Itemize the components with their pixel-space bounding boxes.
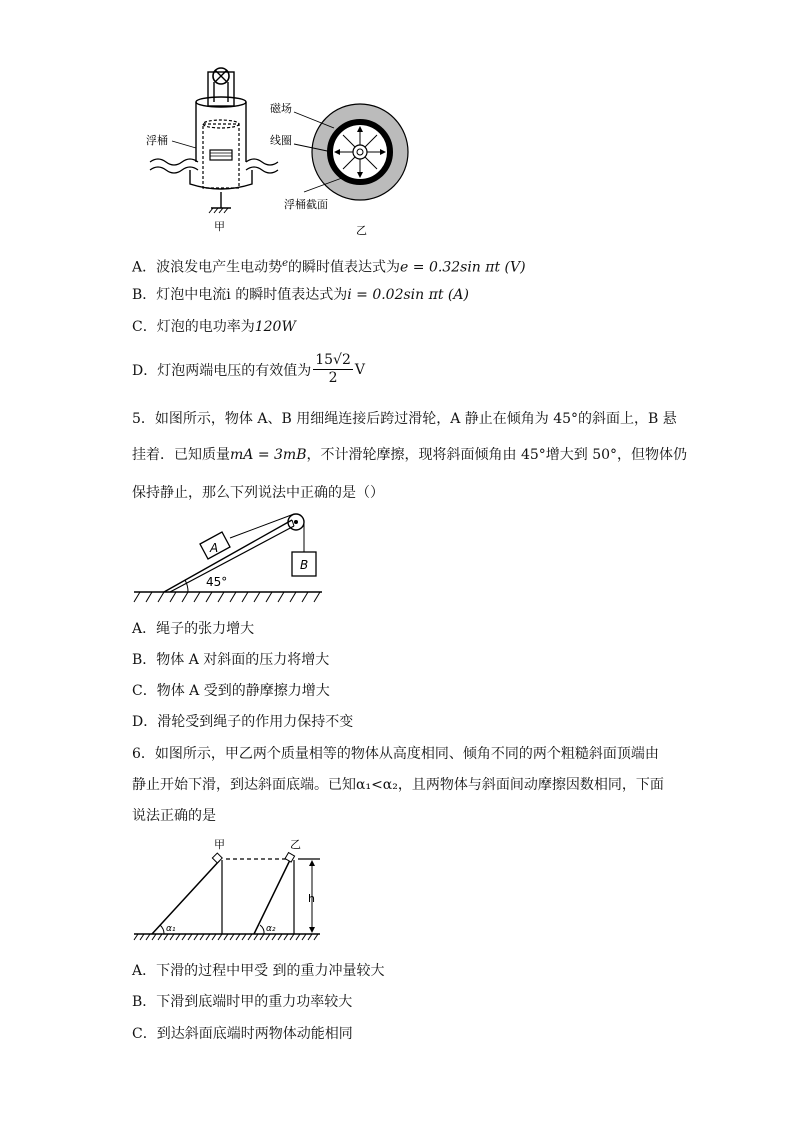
q4-option-a-var: e [282,258,289,269]
q6-stem-line3: 说法正确的是 [132,808,216,824]
wave-generator-figure [130,62,430,240]
q4-option-d-denominator: 2 [328,370,338,386]
label-futong: 浮桶 [146,134,168,147]
q4-option-c-prefix: C．灯泡的电功率为 [132,319,255,335]
block-yi [285,853,295,863]
q5-mass-expr: mA = 3mB [230,447,307,463]
q5-option-a: A．绳子的张力增大 [132,621,255,637]
label-xianquan: 线圈 [270,134,292,147]
q6-option-a: A．下滑的过程中甲受 到的重力冲量较大 [132,963,385,979]
q5-stem-line1: 5．如图所示，物体 A、B 用细绳连接后跨过滑轮，A 静止在倾角为 45°的斜面上，B 悬 [132,411,677,427]
q4-option-a-expr: e = 0.32sin πt (V) [400,259,526,276]
q5-option-b: B．物体 A 对斜面的压力将增大 [132,652,330,668]
label-block-a: A [210,541,219,555]
q4-option-d-fraction [313,352,353,387]
q4-option-d-prefix: D．灯泡两端电压的有效值为 [132,362,312,379]
label-jia-fig: 甲 [214,838,225,851]
q5-stem-line2 [132,446,687,464]
label-yi: 乙 [356,224,367,237]
block-jia [212,853,222,863]
q5-option-c: C．物体 A 受到的静摩擦力增大 [132,683,330,699]
label-cichang: 磁场 [270,102,292,115]
label-yi-fig: 乙 [290,838,301,851]
q4-option-d [132,352,365,387]
q6-stem-line2: 静止开始下滑，到达斜面底端。已知α₁<α₂，且两物体与斜面间动摩擦因数相同，下面 [132,777,664,793]
label-futong-jiemian: 浮桶截面 [284,198,328,211]
q4-option-b-expr: i = 0.02sin πt (A) [347,287,469,303]
q6-stem-line1: 6．如图所示，甲乙两个质量相等的物体从高度相同、倾角不同的两个粗糙斜面顶端由 [132,746,659,762]
q5-incline-figure [130,508,330,610]
q4-option-a [132,255,526,277]
q6-slopes-figure [130,838,330,948]
label-angle-45: 45° [206,575,228,589]
q4-option-a-mid: 的瞬时值表达式为 [288,259,401,276]
label-alpha2: α₂ [266,924,276,934]
q5-stem-line2-a: 挂着．已知质量 [132,447,230,463]
q4-option-d-numerator: 15√2 [315,352,351,368]
q4-option-c-value: 120W [254,319,296,335]
q5-option-d: D．滑轮受到绳子的作用力保持不变 [132,714,354,730]
label-h: h [308,892,315,905]
q4-option-b [132,286,469,304]
label-jia: 甲 [214,220,225,233]
q6-option-b: B．下滑到底端时甲的重力功率较大 [132,994,353,1010]
q4-option-b-prefix: B．灯泡中电流i 的瞬时值表达式为 [132,287,348,303]
q6-option-c: C．到达斜面底端时两物体动能相同 [132,1026,353,1042]
label-block-b: B [300,558,309,572]
q5-stem-line3: 保持静止，那么下列说法中正确的是（） [132,485,384,501]
q4-option-c [132,318,296,336]
label-alpha1: α₁ [166,924,176,934]
q4-option-a-prefix: A．波浪发电产生电动势 [132,259,283,276]
q4-option-d-unit: V [354,361,366,378]
q5-stem-line2-b: ，不计滑轮摩擦，现将斜面倾角由 45°增大到 50°，但物体仍 [306,447,688,463]
